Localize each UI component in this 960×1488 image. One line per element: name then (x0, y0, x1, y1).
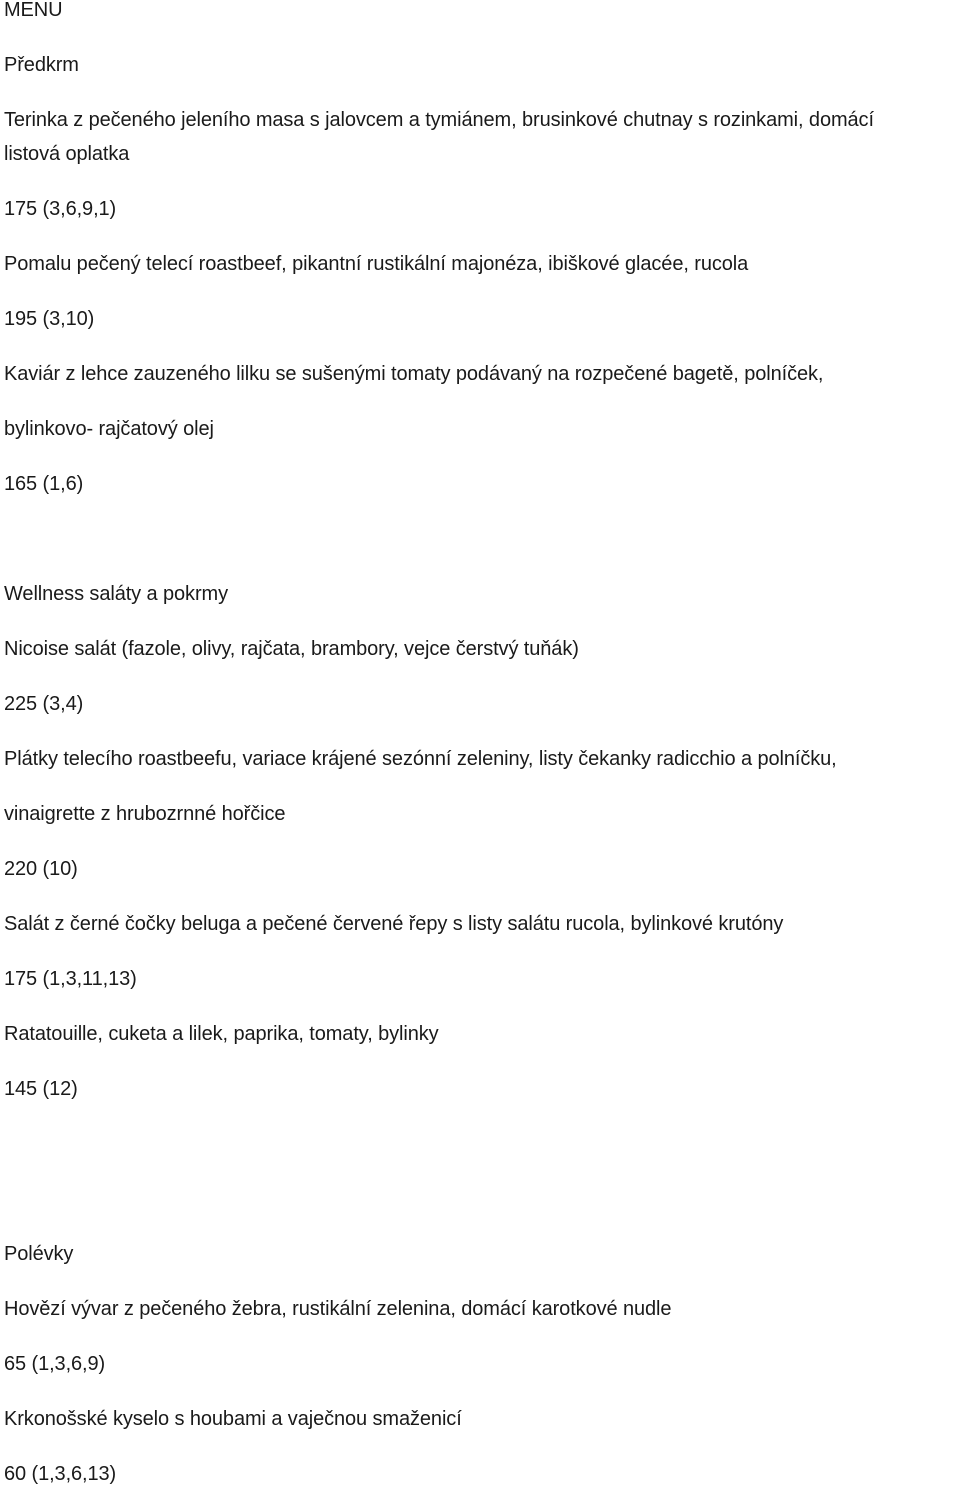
menu-item-price: 195 (3,10) (4, 308, 95, 330)
section-heading-predkrm: Předkrm (4, 54, 79, 76)
page-title: MENU (4, 0, 63, 21)
menu-item-name: Nicoise salát (fazole, olivy, rajčata, brambory, vejce čerstvý tuňák) (4, 638, 579, 660)
menu-item-price: 175 (3,6,9,1) (4, 198, 117, 220)
menu-item-name: Krkonošské kyselo s houbami a vaječnou smaženicí (4, 1408, 462, 1430)
menu-item-name-cont: listová oplatka (4, 143, 130, 165)
section-heading-polevky: Polévky (4, 1243, 74, 1265)
menu-item-name: Hovězí vývar z pečeného žebra, rustikální zelenina, domácí karotkové nudle (4, 1298, 672, 1320)
menu-item-name: Ratatouille, cuketa a lilek, paprika, tomaty, bylinky (4, 1023, 439, 1045)
menu-item-name: Plátky telecího roastbeefu, variace krájené sezónní zeleniny, listy čekanky radicchio a polníčku, (4, 748, 837, 770)
menu-item-name: Salát z černé čočky beluga a pečené červené řepy s listy salátu rucola, bylinkové krutóny (4, 913, 784, 935)
menu-item-price: 220 (10) (4, 858, 78, 880)
menu-item-price: 175 (1,3,11,13) (4, 968, 137, 990)
menu-item-name-cont: bylinkovo- rajčatový olej (4, 418, 214, 440)
menu-item-name: Terinka z pečeného jeleního masa s jalovcem a tymiánem, brusinkové chutnay s rozinkami, domácí (4, 109, 874, 131)
section-heading-wellness: Wellness saláty a pokrmy (4, 583, 228, 605)
menu-item-price: 145 (12) (4, 1078, 78, 1100)
menu-item-price: 65 (1,3,6,9) (4, 1353, 106, 1375)
menu-item-name: Pomalu pečený telecí roastbeef, pikantní rustikální majonéza, ibiškové glacée, rucola (4, 253, 749, 275)
menu-item-name-cont: vinaigrette z hrubozrnné hořčice (4, 803, 286, 825)
menu-item-price: 60 (1,3,6,13) (4, 1463, 117, 1485)
menu-item-name: Kaviár z lehce zauzeného lilku se sušenými tomaty podávaný na rozpečené bagetě, polníček, (4, 363, 824, 385)
menu-item-price: 225 (3,4) (4, 693, 84, 715)
menu-item-price: 165 (1,6) (4, 473, 84, 495)
